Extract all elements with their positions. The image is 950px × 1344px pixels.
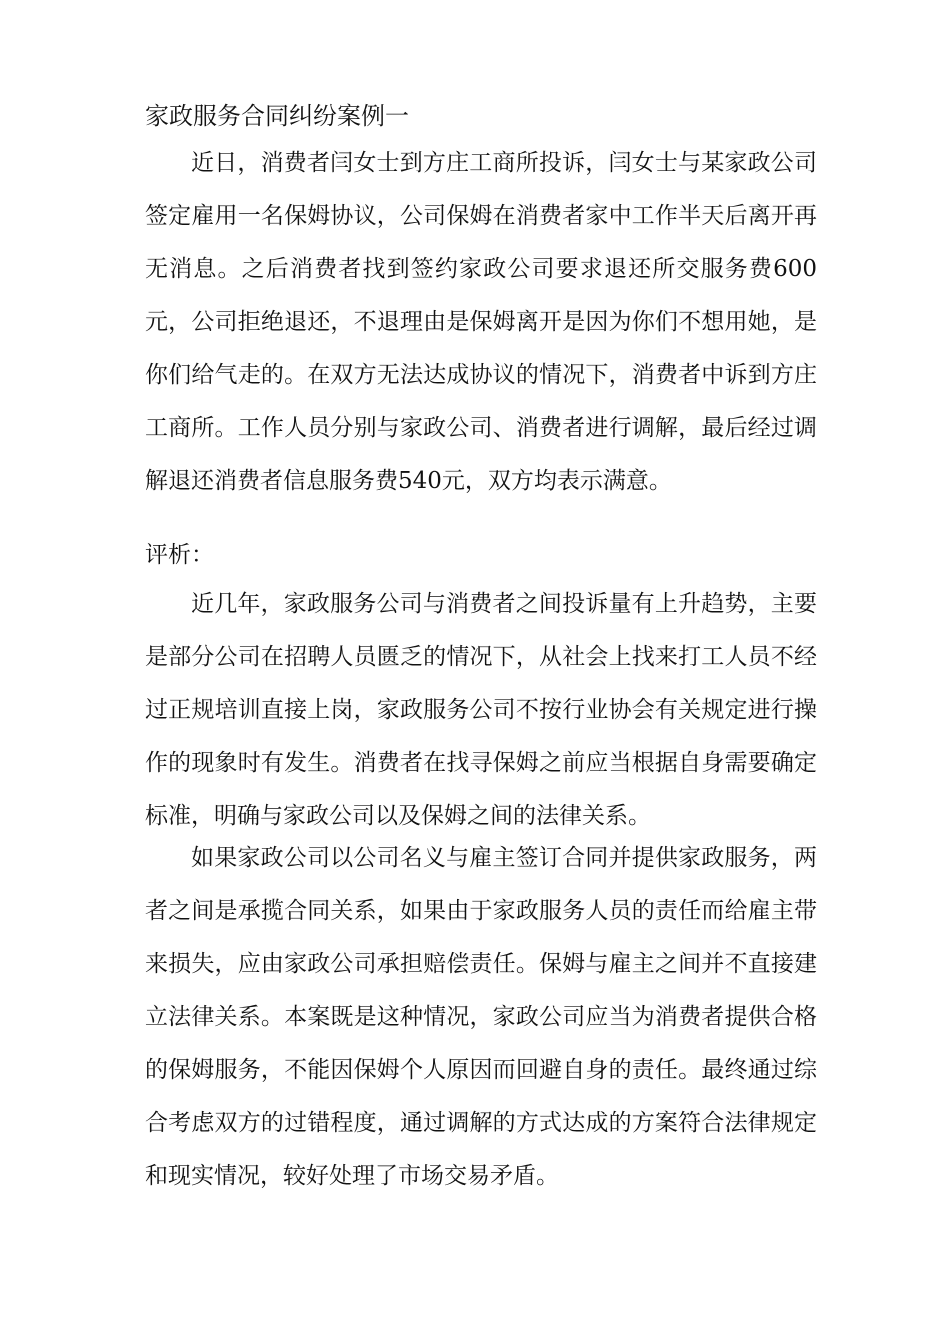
case-paragraph: 近日，消费者闫女士到方庄工商所投诉，闫女士与某家政公司签定雇用一名保姆协议，公司保姆在消费者家中工作半天后离开再无消息。之后消费者找到签约家政公司要求退还所交服务费600元，公司拒绝退还，不退理由是保姆离开是因为你们不想用她，是你们给气走的。在双方无法达成协议的情况下，消费者中诉到方庄工商所。工作人员分别与家政公司、消费者进行调解，最后经过调解退还消费者信息服务费540元，双方均表示满意。: [145, 150, 817, 494]
analysis-heading: 评析：: [145, 542, 214, 568]
document-title: 家政服务合同纠纷案例一: [145, 102, 409, 130]
analysis-paragraph-2: 如果家政公司以公司名义与雇主签订合同并提供家政服务，两者之间是承揽合同关系，如果由于家政服务人员的责任而给雇主带来损失，应由家政公司承担赔偿责任。保姆与雇主之间并不直接建立法律关系。本案既是这种情况，家政公司应当为消费者提供合格的保姆服务，不能因保姆个人原因而回避自身的责任。最终通过综合考虑双方的过错程度，通过调解的方式达成的方案符合法律规定和现实情况，较好处理了市场交易矛盾。: [145, 845, 817, 1189]
analysis-paragraph-1: 近几年，家政服务公司与消费者之间投诉量有上升趋势，主要是部分公司在招聘人员匮乏的情况下，从社会上找来打工人员不经过正规培训直接上岗，家政服务公司不按行业协会有关规定进行操作的现象时有发生。消费者在找寻保姆之前应当根据自身需要确定标准，明确与家政公司以及保姆之间的法律关系。: [145, 591, 817, 829]
